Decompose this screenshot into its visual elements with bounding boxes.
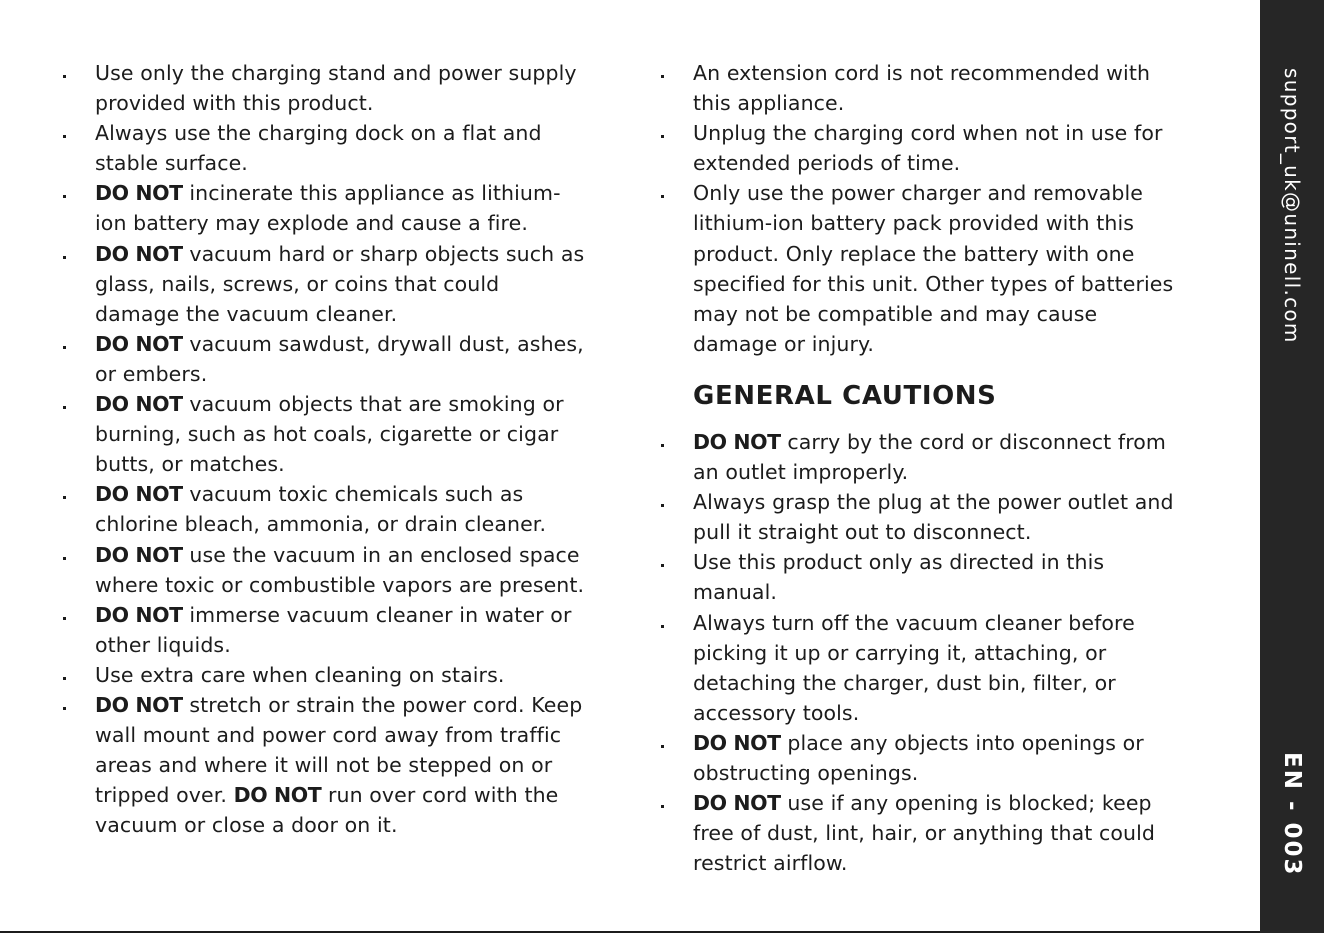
item-text: Always use the charging dock on a flat and stable surface.	[95, 121, 542, 176]
item-text: Use this product only as directed in this manual.	[693, 550, 1105, 605]
list-item	[62, 58, 587, 118]
list-item	[660, 178, 1185, 359]
list-item	[660, 547, 1185, 607]
left-bullet-list	[62, 58, 587, 840]
do-not-label: DO NOT	[693, 791, 781, 816]
list-item	[62, 329, 587, 389]
item-text: vacuum sawdust, drywall dust, ashes, or embers.	[95, 331, 584, 386]
do-not-label: DO NOT	[95, 602, 183, 627]
list-item	[62, 239, 587, 329]
do-not-label: DO NOT	[95, 331, 183, 356]
list-item	[62, 690, 587, 840]
item-text: vacuum hard or sharp objects such as glass, nails, screws, or coins that could damage the vacuum cleaner.	[95, 241, 585, 326]
support-email: support_uk@uninell.com	[1280, 68, 1304, 344]
do-not-label: DO NOT	[95, 542, 183, 567]
page-sidebar	[1260, 0, 1324, 933]
do-not-label: DO NOT	[693, 429, 781, 454]
item-text: Only use the power charger and removable lithium-ion battery pack provided with this product. Only replace the battery with one specified for this unit. Other types of batteries may not be compatible and may cause damage or injury.	[693, 181, 1174, 356]
list-item	[62, 660, 587, 690]
item-text: An extension cord is not recommended with this appliance.	[693, 61, 1151, 116]
list-item	[660, 58, 1185, 118]
list-item	[660, 728, 1185, 788]
do-not-label: DO NOT	[233, 783, 322, 808]
list-item	[62, 540, 587, 600]
list-item	[62, 178, 587, 238]
list-item	[660, 427, 1185, 487]
do-not-label: DO NOT	[95, 181, 183, 206]
list-item	[660, 608, 1185, 728]
item-text: Always grasp the plug at the power outlet and pull it straight out to disconnect.	[693, 490, 1174, 545]
do-not-label: DO NOT	[95, 392, 183, 417]
do-not-label: DO NOT	[95, 692, 183, 717]
list-item	[62, 389, 587, 479]
item-text: use if any opening is blocked; keep free of dust, lint, hair, or anything that could restrict airflow.	[693, 791, 1156, 876]
do-not-label: DO NOT	[95, 241, 183, 266]
right-column	[660, 58, 1185, 878]
item-text: vacuum toxic chemicals such as chlorine bleach, ammonia, or drain cleaner.	[95, 482, 547, 537]
item-text: immerse vacuum cleaner in water or other liquids.	[95, 602, 572, 657]
do-not-label: DO NOT	[95, 482, 183, 507]
item-text: incinerate this appliance as lithium-ion battery may explode and cause a fire.	[95, 181, 561, 236]
list-item	[660, 788, 1185, 878]
list-item	[62, 479, 587, 539]
item-text: vacuum objects that are smoking or burning, such as hot coals, cigarette or cigar butts, or matches.	[95, 392, 564, 477]
item-text: Always turn off the vacuum cleaner before picking it up or carrying it, attaching, or detaching the charger, dust bin, filter, or accessory tools.	[693, 610, 1135, 725]
page-number: EN - 003	[1279, 752, 1305, 877]
item-text: place any objects into openings or obstructing openings.	[693, 730, 1144, 785]
do-not-label: DO NOT	[693, 730, 781, 755]
item-text: carry by the cord or disconnect from an outlet improperly.	[693, 429, 1166, 485]
general-cautions-list	[660, 427, 1185, 878]
right-bullet-list	[660, 58, 1185, 359]
left-column	[62, 58, 587, 840]
item-text: use the vacuum in an enclosed space where toxic or combustible vapors are present.	[95, 542, 585, 597]
list-item	[62, 118, 587, 178]
item-text: Use extra care when cleaning on stairs.	[95, 662, 505, 687]
list-item	[62, 600, 587, 660]
item-text: run over cord with the vacuum or close a door on it.	[95, 783, 559, 838]
item-text: Unplug the charging cord when not in use for extended periods of time.	[693, 121, 1163, 176]
list-item	[660, 118, 1185, 178]
general-cautions-heading: GENERAL CAUTIONS	[693, 380, 997, 411]
item-text: stretch or strain the power cord. Keep wall mount and power cord away from traffic areas and where it will not be stepped on or tripped over.	[95, 692, 583, 808]
item-text: Use only the charging stand and power supply provided with this product.	[95, 61, 577, 116]
list-item	[660, 487, 1185, 547]
